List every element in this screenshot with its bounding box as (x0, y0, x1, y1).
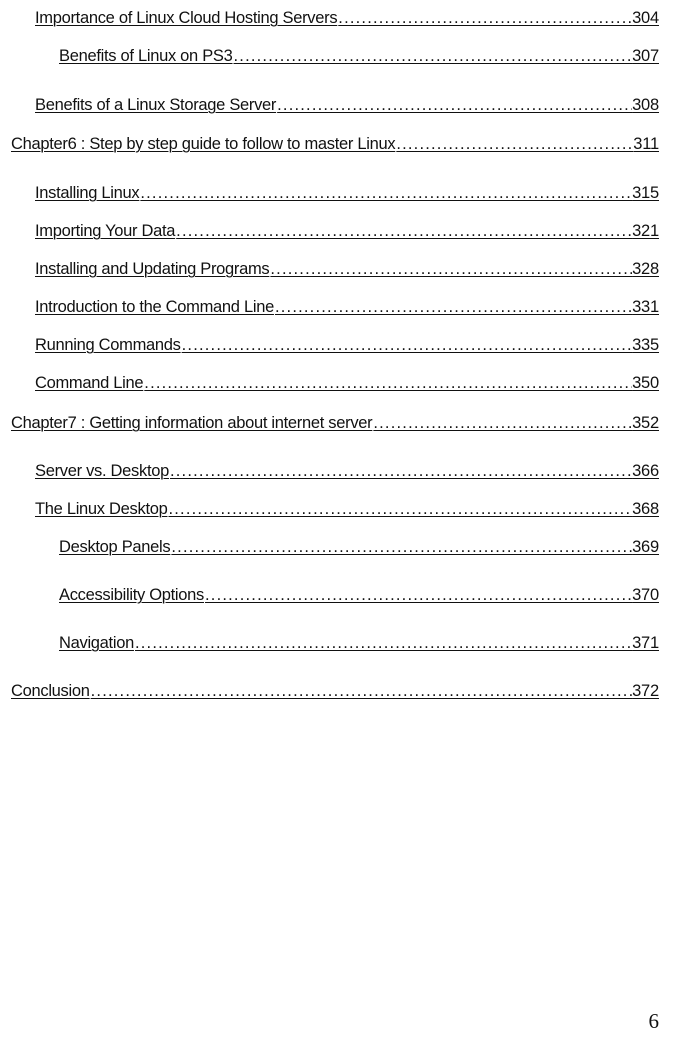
dot-leader (167, 499, 632, 519)
toc-entry-chapter6[interactable] (11, 134, 659, 154)
toc-entry-page: 308 (632, 96, 659, 114)
toc-entry-installing-updating-programs[interactable] (35, 259, 659, 279)
toc-entry-installing-linux[interactable] (35, 183, 659, 203)
toc-entry-title: Importance of Linux Cloud Hosting Servers (35, 9, 338, 27)
toc-entry-title: Server vs. Desktop (35, 462, 169, 480)
toc-entry-intro-command-line[interactable] (35, 297, 659, 317)
dot-leader (276, 95, 632, 115)
toc-entry-conclusion[interactable] (11, 681, 659, 701)
dot-leader (337, 8, 632, 28)
toc-entry-page: 370 (632, 586, 659, 604)
toc-entry-page: 371 (632, 634, 659, 652)
toc-entry-page: 321 (632, 222, 659, 240)
dot-leader (181, 335, 632, 355)
toc-entry-page: 352 (632, 414, 659, 432)
dot-leader (143, 373, 632, 393)
toc-entry-title: Conclusion (11, 682, 90, 700)
toc-entry-chapter7[interactable] (11, 413, 659, 433)
toc-entry-title: Benefits of Linux on PS3 (59, 47, 233, 65)
dot-leader (170, 537, 632, 557)
toc-entry-navigation[interactable] (59, 633, 659, 653)
toc-entry-title: Installing and Updating Programs (35, 260, 270, 278)
toc-entry-title: Benefits of a Linux Storage Server (35, 96, 277, 114)
toc-entry-title: Importing Your Data (35, 222, 176, 240)
toc-entry-page: 372 (632, 682, 659, 700)
toc-entry-linux-desktop[interactable] (35, 499, 659, 519)
toc-entry-page: 311 (633, 135, 659, 153)
dot-leader (269, 259, 632, 279)
dot-leader (139, 183, 632, 203)
toc-entry-linux-on-ps3[interactable] (59, 46, 659, 66)
toc-entry-running-commands[interactable] (35, 335, 659, 355)
toc-entry-linux-cloud-hosting[interactable] (35, 8, 659, 28)
toc-entry-page: 331 (632, 298, 659, 316)
toc-entry-page: 366 (632, 462, 659, 480)
toc-entry-accessibility-options[interactable] (59, 585, 659, 605)
toc-entry-title: Desktop Panels (59, 538, 171, 556)
toc-entry-desktop-panels[interactable] (59, 537, 659, 557)
dot-leader (372, 413, 632, 433)
toc-entry-title: Chapter7 : Getting information about internet server (11, 414, 373, 432)
toc-entry-page: 315 (632, 184, 659, 202)
dot-leader (134, 633, 632, 653)
toc-entry-page: 304 (632, 9, 659, 27)
toc-entry-title: Navigation (59, 634, 134, 652)
dot-leader (175, 221, 632, 241)
dot-leader (233, 46, 633, 66)
toc-entry-page: 335 (632, 336, 659, 354)
dot-leader (204, 585, 632, 605)
toc-entry-title: The Linux Desktop (35, 500, 168, 518)
toc-entry-page: 328 (632, 260, 659, 278)
toc-entry-title: Installing Linux (35, 184, 140, 202)
dot-leader (90, 681, 632, 701)
toc-entry-title: Introduction to the Command Line (35, 298, 274, 316)
toc-entry-page: 307 (632, 47, 659, 65)
toc-entry-title: Running Commands (35, 336, 181, 354)
dot-leader (395, 134, 633, 154)
toc-entry-title: Accessibility Options (59, 586, 205, 604)
toc-entry-page: 368 (632, 500, 659, 518)
toc-entry-server-vs-desktop[interactable] (35, 461, 659, 481)
toc-entry-title: Chapter6 : Step by step guide to follow to master Linux (11, 135, 396, 153)
toc-entry-linux-storage-server[interactable] (35, 95, 659, 115)
page-number: 6 (648, 1009, 659, 1033)
toc-entry-page: 369 (632, 538, 659, 556)
dot-leader (169, 461, 632, 481)
dot-leader (274, 297, 632, 317)
toc-entry-page: 350 (632, 374, 659, 392)
toc-entry-command-line[interactable] (35, 373, 659, 393)
toc-entry-importing-data[interactable] (35, 221, 659, 241)
toc-entry-title: Command Line (35, 374, 144, 392)
